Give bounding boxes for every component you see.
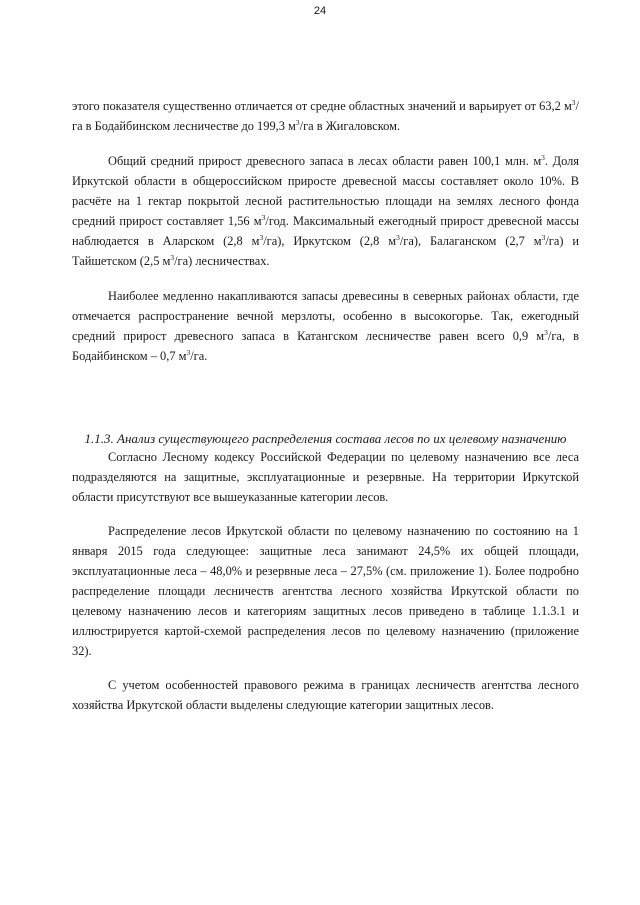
document-body [72, 96, 579, 715]
paragraph-protective-categories: С учетом особенностей правового режима в границах лесничеств агентства лесного хозяйства Иркутской области выделены следующие категории защитных лесов. [72, 678, 579, 712]
paragraph-forest-code: Согласно Лесному кодексу Российской Федерации по целевому назначению все леса подразделяются на защитные, эксплуатационные и резервные. На территории Иркутской области присутствуют все вышеуказанные категории лесов. [72, 450, 579, 504]
section-heading: 1.1.3. Анализ существующего распределения состава лесов по их целевому назначению [84, 431, 567, 446]
paragraph-yield-range: этого показателя существенно отличается от средне областных значений и варьирует от 63,2 $м^3/га$ в Бодайбинском лесничестве до 199,3 $м^3/га$ в Жигаловском. [72, 98, 579, 133]
paragraph-northern-regions: Наиболее медленно накапливаются запасы древесины в северных районах области, где отмечается распространение вечной мерзлоты, особенно в высокогорье. Так, ежегодный средний прирост древесного запаса в Катангском лесничестве равен всего 0,9 $м^3/га$, в Бодайбинском – 0,7 $м^3/га$. [72, 289, 579, 363]
paragraph-distribution: Распределение лесов Иркутской области по целевому назначению по состоянию на 1 января 2015 года следующее: защитные леса занимают 24,5% их общей площади, эксплуатационные леса – 48,0% и резервные леса – 27,5% (см. приложение 1). Более подробно распределение площади лесничеств агентства лесного хозяйства Иркутской области по целевому назначению лесов и категориям защитных лесов приведено в таблице 1.1.3.1 и иллюстрируется картой-схемой распределения лесов по целевому назначению (приложение 32). [72, 524, 579, 658]
page-number: 24 [313, 5, 327, 17]
paragraph-average-growth: Общий средний прирост древесного запаса в лесах области равен 100,1 млн. $м^3$. Доля Иркутской области в общероссийском приросте древесной массы составляет около 10%. В расчёте на 1 гектар покрытой лесной растительностью площади на землях лесного фонда средний прирост составляет 1,56 $м^3$/год. Максимальный ежегодный прирост древесной массы наблюдается в Аларском (2,8 $м^3/га$), Иркутском (2,8 $м^3/га$), Балаганском (2,7 $м^3/га$) и Тайшетском (2,5 $м^3/га$) лесничествах. [72, 153, 579, 268]
